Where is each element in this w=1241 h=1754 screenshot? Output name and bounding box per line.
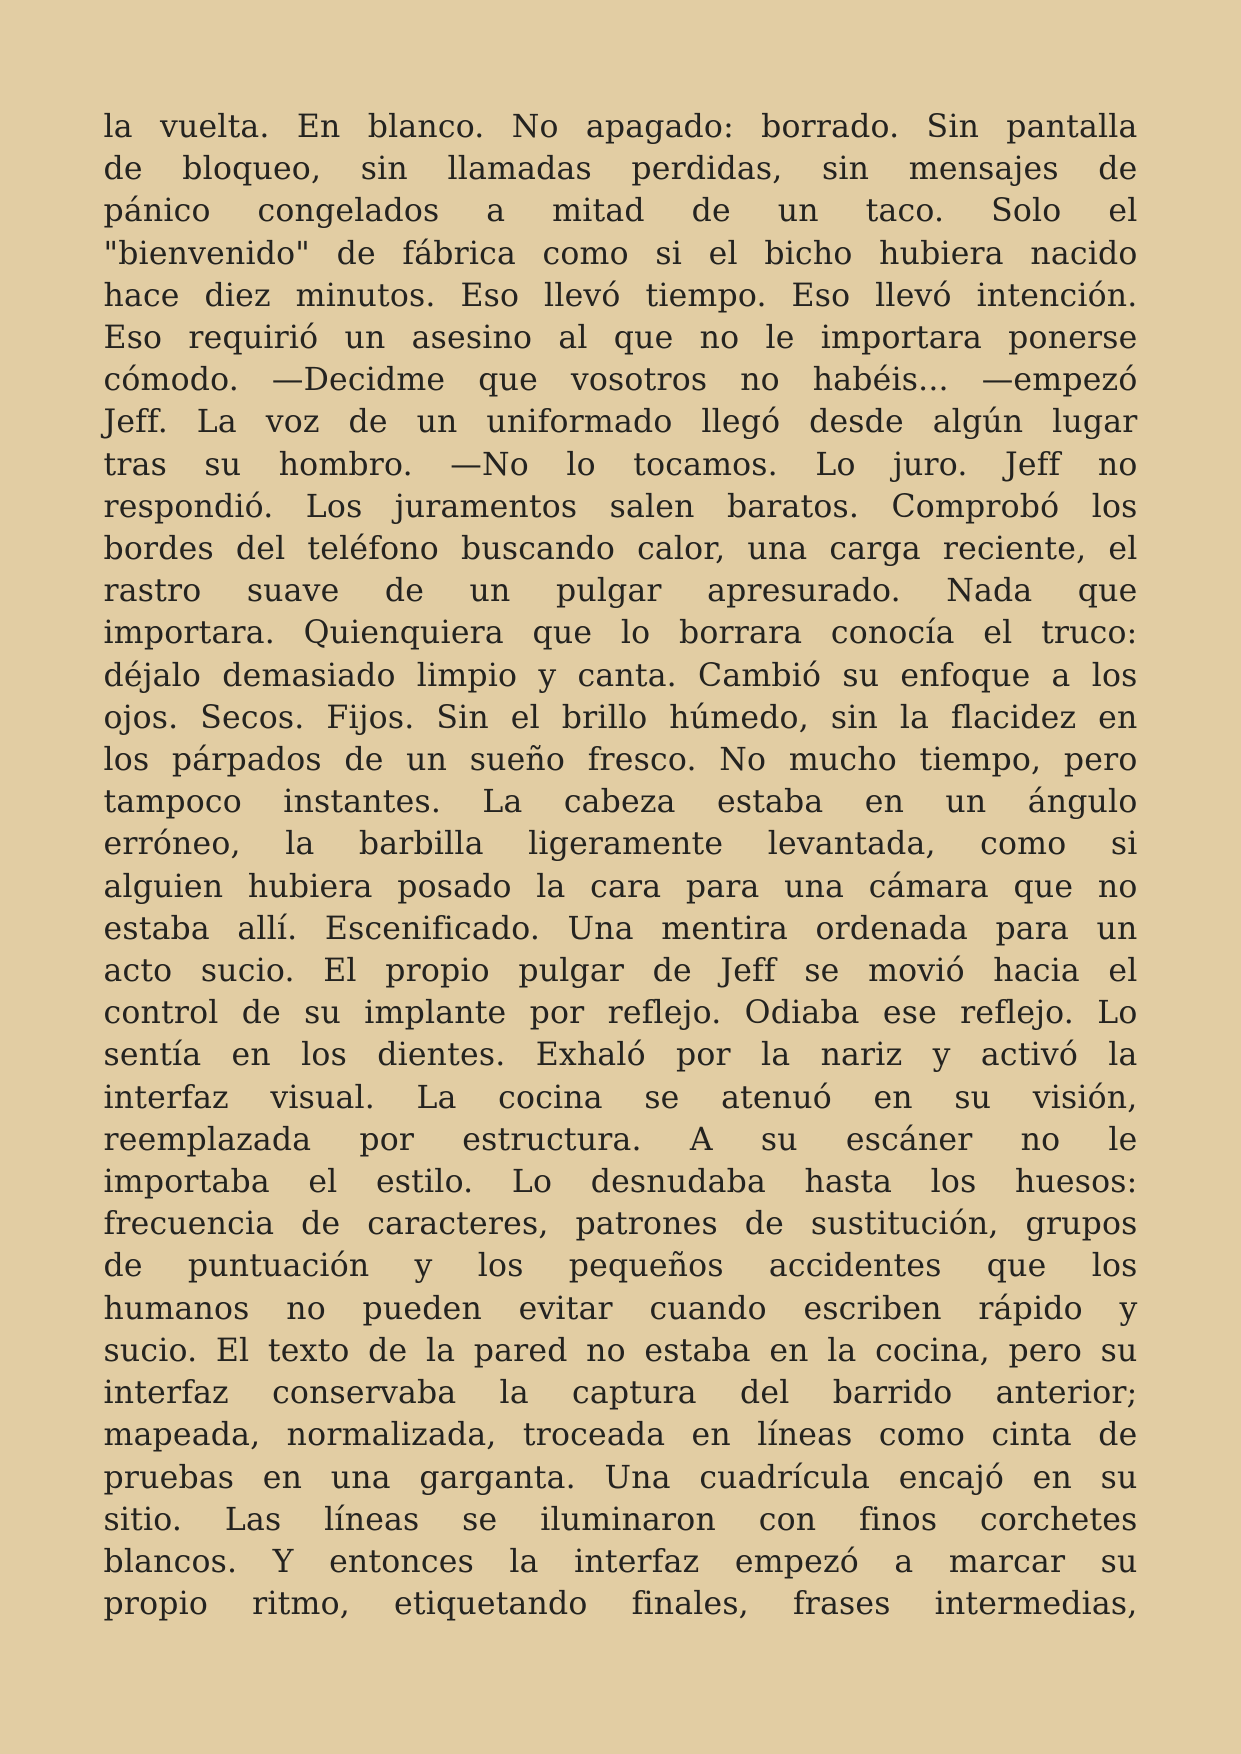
text-line: tampoco instantes. La cabeza estaba en un ángulo (103, 784, 1138, 821)
text-line: bordes del teléfono buscando calor, una carga reciente, el (103, 531, 1138, 568)
text-line: estaba allí. Escenificado. Una mentira ordenada para un (103, 910, 1138, 947)
text-line: Jeff. La voz de un uniformado llegó desde algún lugar (103, 404, 1138, 441)
text-line: frecuencia de caracteres, patrones de sustitución, grupos (103, 1206, 1138, 1243)
text-line: déjalo demasiado limpio y canta. Cambió su enfoque a los (103, 657, 1138, 694)
text-line: importara. Quienquiera que lo borrara conocía el truco: (103, 615, 1138, 652)
text-line: ojos. Secos. Fijos. Sin el brillo húmedo, sin la flacidez en (103, 699, 1138, 736)
text-line: pruebas en una garganta. Una cuadrícula encajó en su (103, 1459, 1138, 1496)
text-line: pánico congelados a mitad de un taco. Solo el (103, 193, 1138, 230)
text-line: la vuelta. En blanco. No apagado: borrado. Sin pantalla (103, 109, 1138, 145)
text-line: respondió. Los juramentos salen baratos. Comprobó los (103, 488, 1138, 525)
text-line: cómodo. —Decidme que vosotros no habéis... —empezó (103, 362, 1138, 399)
text-line: sitio. Las líneas se iluminaron con finos corchetes (103, 1501, 1138, 1538)
text-line: los párpados de un sueño fresco. No mucho tiempo, pero (103, 742, 1138, 779)
text-line: reemplazada por estructura. A su escáner no le (103, 1121, 1138, 1158)
text-line: erróneo, la barbilla ligeramente levantada, como si (103, 826, 1138, 863)
text-line: propio ritmo, etiquetando finales, frases intermedias, (103, 1586, 1138, 1623)
text-line: hace diez minutos. Eso llevó tiempo. Eso llevó intención. (103, 277, 1138, 314)
text-line: mapeada, normalizada, troceada en líneas como cinta de (103, 1417, 1138, 1454)
text-line: alguien hubiera posado la cara para una cámara que no (103, 868, 1138, 905)
text-line: de puntuación y los pequeños accidentes que los (103, 1248, 1138, 1285)
text-line: importaba el estilo. Lo desnudaba hasta los huesos: (103, 1164, 1138, 1201)
text-line: humanos no pueden evitar cuando escriben rápido y (103, 1290, 1138, 1327)
text-line: de bloqueo, sin llamadas perdidas, sin mensajes de (103, 151, 1138, 188)
text-line: acto sucio. El propio pulgar de Jeff se movió hacia el (103, 953, 1138, 990)
text-line: tras su hombro. —No lo tocamos. Lo juro. Jeff no (103, 446, 1138, 483)
text-line: control de su implante por reflejo. Odiaba ese reflejo. Lo (103, 995, 1138, 1032)
text-line: Eso requirió un asesino al que no le importara ponerse (103, 320, 1138, 357)
text-line: interfaz visual. La cocina se atenuó en su visión, (103, 1079, 1138, 1116)
text-line: blancos. Y entonces la interfaz empezó a marcar su (103, 1543, 1138, 1580)
text-line: sucio. El texto de la pared no estaba en la cocina, pero su (103, 1332, 1138, 1369)
text-line: rastro suave de un pulgar apresurado. Nada que (103, 573, 1138, 610)
text-line: sentía en los dientes. Exhaló por la nariz y activó la (103, 1037, 1138, 1074)
text-line: interfaz conservaba la captura del barrido anterior; (103, 1375, 1138, 1412)
text-block (104, 0, 1138, 1625)
text-line: "bienvenido" de fábrica como si el bicho hubiera nacido (103, 235, 1138, 272)
